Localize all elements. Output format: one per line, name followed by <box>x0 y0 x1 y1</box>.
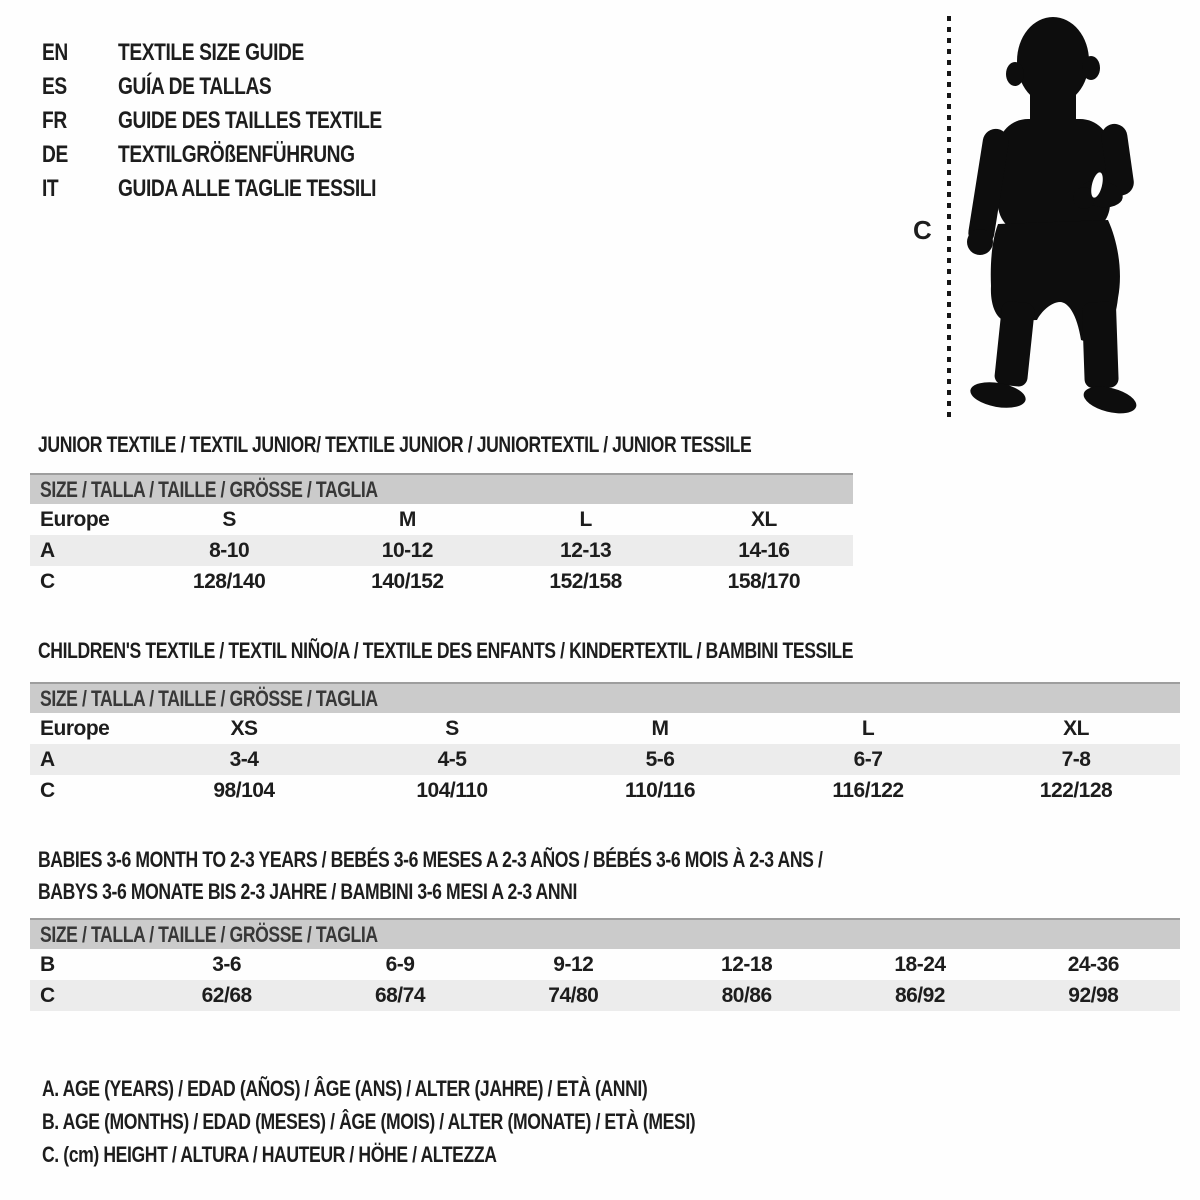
table-row <box>30 713 1180 744</box>
language-guide-title: TEXTILE SIZE GUIDE <box>118 39 304 66</box>
language-guide-title: GUIDE DES TAILLES TEXTILE <box>118 107 382 134</box>
table-cell: 92/98 <box>1068 984 1119 1007</box>
junior-size-table <box>30 473 853 597</box>
section-junior-textile <box>30 434 930 597</box>
table-size-header <box>30 682 1180 713</box>
table-cell: 6-7 <box>853 748 883 771</box>
table-size-header <box>30 473 853 504</box>
row-label-cell: A <box>40 539 55 562</box>
section-babies-textile <box>30 849 1180 1011</box>
figure-height-label: C <box>913 215 932 245</box>
row-label-cell: C <box>40 779 55 802</box>
section-titles <box>38 640 1180 662</box>
table-cell: S <box>445 717 459 740</box>
table-cell: 3-6 <box>212 953 242 976</box>
table-size-header-text: SIZE / TALLA / TAILLE / GRÖSSE / TAGLIA <box>40 922 378 947</box>
table-row <box>30 535 853 566</box>
legend-line: C. (cm) HEIGHT / ALTURA / HAUTEUR / HÖHE / ALTEZZA <box>42 1142 497 1167</box>
language-guide-title: GUIDA ALLE TAGLIE TESSILI <box>118 175 377 202</box>
table-row <box>30 744 1180 775</box>
children-size-table <box>30 682 1180 806</box>
table-cell: 9-12 <box>553 953 594 976</box>
language-row <box>42 104 382 138</box>
table-cell: M <box>651 717 669 740</box>
table-cell: 3-4 <box>229 748 259 771</box>
table-cell: XL <box>750 508 777 531</box>
table-cell: 10-12 <box>381 539 433 562</box>
table-cell: 12-13 <box>560 539 612 562</box>
table-cell: 7-8 <box>1061 748 1091 771</box>
section-title: BABIES 3-6 MONTH TO 2-3 YEARS / BEBÉS 3-6 MESES A 2-3 AÑOS / BÉBÉS 3-6 MOIS À 2-3 ANS / <box>38 847 823 872</box>
legend <box>42 1072 859 1171</box>
table-cell: 116/122 <box>832 779 904 802</box>
table-cell: M <box>398 508 416 531</box>
toddler-silhouette-icon <box>960 14 1140 419</box>
language-guide-title: TEXTILGRÖßENFÜHRUNG <box>118 141 355 168</box>
table-cell: 128/140 <box>192 570 266 593</box>
table-cell: 86/92 <box>894 984 945 1007</box>
table-cell: 74/80 <box>548 984 599 1007</box>
row-label-cell: Europe <box>40 717 110 740</box>
language-code: FR <box>42 107 67 134</box>
table-cell: 18-24 <box>894 953 946 976</box>
table-cell: 62/68 <box>201 984 252 1007</box>
table-cell: 12-18 <box>721 953 773 976</box>
babies-size-table <box>30 918 1180 1011</box>
language-row <box>42 138 382 172</box>
table-row <box>30 949 1180 980</box>
language-code: IT <box>42 175 59 202</box>
table-cell: 80/86 <box>721 984 772 1007</box>
table-size-header-text: SIZE / TALLA / TAILLE / GRÖSSE / TAGLIA <box>40 477 378 502</box>
section-title: CHILDREN'S TEXTILE / TEXTIL NIÑO/A / TEXTILE DES ENFANTS / KINDERTEXTIL / BAMBINI TESSILE <box>38 638 854 663</box>
table-cell: 68/74 <box>374 984 426 1007</box>
table-cell: 152/158 <box>549 570 622 593</box>
table-row <box>30 775 1180 806</box>
language-guide <box>42 36 467 206</box>
table-row <box>30 566 853 597</box>
table-cell: XL <box>1063 717 1089 740</box>
height-dashed-line <box>947 16 951 418</box>
language-code: DE <box>42 141 68 168</box>
table-size-header <box>30 918 1180 949</box>
table-cell: L <box>861 717 875 740</box>
row-label-cell: B <box>40 953 55 976</box>
table-cell: XS <box>230 717 258 740</box>
table-cell: 98/104 <box>213 779 275 802</box>
language-code: ES <box>42 73 67 100</box>
table-cell: 5-6 <box>645 748 675 771</box>
table-cell: 6-9 <box>385 953 415 976</box>
row-label-cell: A <box>40 748 55 771</box>
language-code: EN <box>42 39 68 66</box>
table-cell: 104/110 <box>416 779 488 802</box>
section-children-textile <box>30 640 1180 806</box>
table-cell: 110/116 <box>624 779 696 802</box>
table-cell: S <box>222 508 236 531</box>
row-label-cell: C <box>40 570 55 593</box>
table-cell: 24-36 <box>1067 953 1119 976</box>
legend-line: B. AGE (MONTHS) / EDAD (MESES) / ÂGE (MOIS) / ALTER (MONATE) / ETÀ (MESI) <box>42 1109 696 1134</box>
table-cell: 158/170 <box>727 570 801 593</box>
table-cell: 122/128 <box>1039 779 1113 802</box>
table-size-header-text: SIZE / TALLA / TAILLE / GRÖSSE / TAGLIA <box>40 686 378 711</box>
table-cell: 8-10 <box>209 539 250 562</box>
section-titles <box>38 849 1180 903</box>
language-row <box>42 70 382 104</box>
table-cell: 140/152 <box>371 570 444 593</box>
table-row <box>30 504 853 535</box>
table-cell: 14-16 <box>738 539 790 562</box>
row-label-cell: C <box>40 984 55 1007</box>
row-label-cell: Europe <box>40 508 110 531</box>
table-row <box>30 980 1180 1011</box>
language-row <box>42 36 382 70</box>
section-title: JUNIOR TEXTILE / TEXTIL JUNIOR/ TEXTILE JUNIOR / JUNIORTEXTIL / JUNIOR TESSILE <box>38 432 752 457</box>
table-cell: L <box>579 508 592 531</box>
table-cell: 4-5 <box>437 748 467 771</box>
language-guide-title: GUÍA DE TALLAS <box>118 73 272 100</box>
legend-line: A. AGE (YEARS) / EDAD (AÑOS) / ÂGE (ANS) / ALTER (JAHRE) / ETÀ (ANNI) <box>42 1076 648 1101</box>
language-row <box>42 172 382 206</box>
section-titles <box>38 434 930 456</box>
section-title: BABYS 3-6 MONATE BIS 2-3 JAHRE / BAMBINI 3-6 MESI A 2-3 ANNI <box>38 879 577 904</box>
